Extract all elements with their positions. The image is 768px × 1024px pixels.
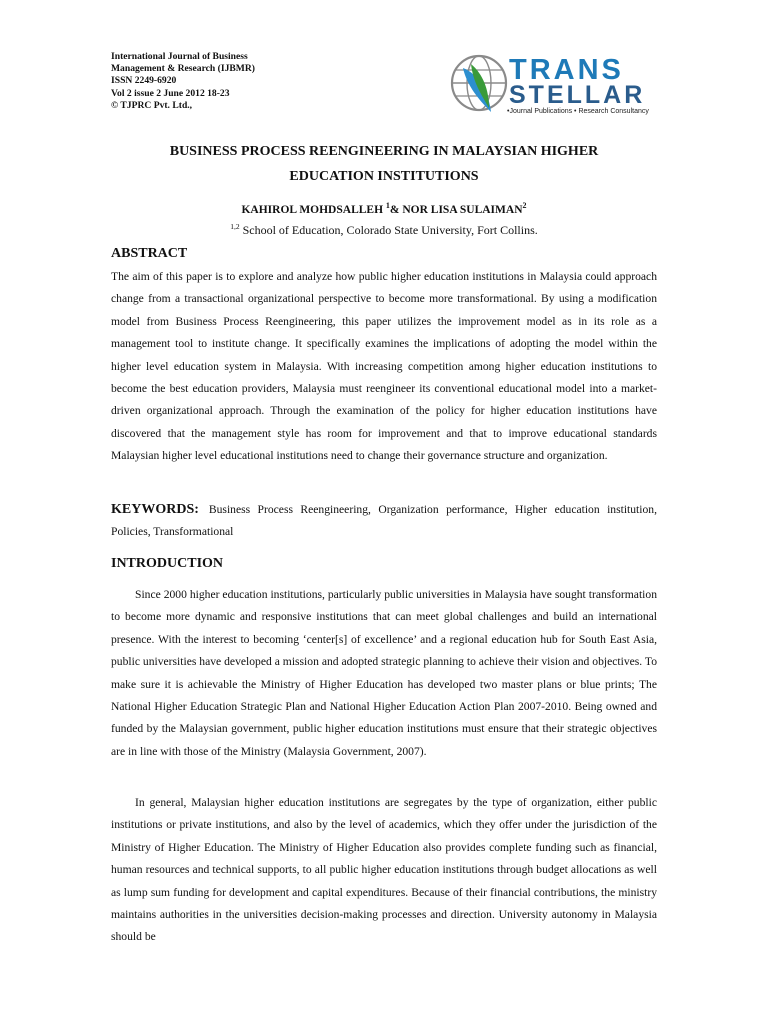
journal-issn: ISSN 2249-6920 bbox=[111, 75, 177, 87]
intro-paragraph-1: Since 2000 higher education institutions, particularly public universities in Malaysia have sought transformation to become more dynamic and responsive institutions that can meet global challenges and build an international presence. With the interest to becoming ‘center[s] of excellence’ and a regional education hub for South East Asia, public universities have developed a mission and adopted strategic planning to achieve their vision and objectives. To make sure it is achievable the Ministry of Higher Education has developed two master plans or blue prints; The National Higher Education Strategic Plan and National Higher Education Action Plan 2007-2010. Being owned and funded by the Malaysian government, public higher education institutions must ensure that their strategic objectives are in line with those of the Ministry (Malaysia Government, 2007). bbox=[111, 588, 657, 758]
globe-leaf-icon bbox=[449, 50, 511, 116]
journal-name-line1: International Journal of Business bbox=[111, 51, 248, 62]
introduction-heading: INTRODUCTION bbox=[111, 556, 224, 571]
abstract-text bbox=[111, 266, 657, 468]
keywords-label: KEYWORDS: bbox=[111, 502, 199, 517]
journal-copyright: © TJPRC Pvt. Ltd., bbox=[111, 99, 193, 111]
affiliation bbox=[0, 222, 768, 238]
author-2: & NOR LISA SULAIMAN bbox=[389, 203, 523, 216]
logo-word-stellar: STELLAR bbox=[509, 81, 646, 109]
authors bbox=[0, 201, 768, 216]
abstract-heading: ABSTRACT bbox=[111, 246, 188, 261]
journal-name-line2: Management & Research (IJBMR) bbox=[111, 63, 255, 75]
journal-info bbox=[111, 51, 255, 112]
intro-paragraph-2: In general, Malaysian higher education institutions are segregates by the type of organization, either public institutions or private institutions, and also by the level of academics, which they offer under the jurisdiction of the Ministry of Higher Education. The Ministry of Higher Education also provides complete funding such as financial, human resources and technical supports, to all public higher education institutions through budget allocations as well as lump sum funding for development and capital expenditures. Because of their financial contributions, the ministry maintains authorities in the universities decision-making processes and direction. University autonomy in Malaysia should be bbox=[111, 796, 657, 944]
transstellar-logo bbox=[449, 50, 659, 120]
author-1: KAHIROL MOHDSALLEH bbox=[241, 203, 386, 216]
abstract-paragraph: The aim of this paper is to explore and analyze how public higher education institutions in Malaysia could approach change from a transactional organizational perspective to become more transformational. By using a modification model from Business Process Reengineering, this paper utilizes the improvement model as in its role as a management tool to institute change. It specifically examines the implications of adopting the model within the higher level education system in Malaysia. With increasing competition among higher education institutions to become the best education providers, Malaysia must reengineer its conventional educational model into a market-driven organizational approach. Through the examination of the policy for higher education institutions have discovered that the management style has room for improvement and that to improve educational standards Malaysian higher level educational institutions need to change their governance structure and organization. bbox=[111, 270, 657, 463]
author-1-sup: 1 bbox=[385, 201, 390, 210]
keywords bbox=[111, 499, 657, 544]
journal-volume: Vol 2 issue 2 June 2012 18-23 bbox=[111, 87, 230, 99]
affiliation-sup: 1,2 bbox=[230, 222, 240, 231]
keywords-text: Business Process Reengineering, Organization performance, Higher education institution, Policies, Transformational bbox=[111, 503, 657, 539]
author-2-sup: 2 bbox=[522, 201, 527, 210]
paper-title-line1: BUSINESS PROCESS REENGINEERING IN MALAYSIAN HIGHER bbox=[169, 144, 599, 159]
affiliation-text: School of Education, Colorado State University, Fort Collins. bbox=[239, 223, 538, 237]
paper-title-line2: EDUCATION INSTITUTIONS bbox=[289, 169, 479, 184]
logo-word-trans: TRANS bbox=[509, 54, 624, 86]
logo-tagline: •Journal Publications • Research Consultancy bbox=[507, 108, 649, 115]
